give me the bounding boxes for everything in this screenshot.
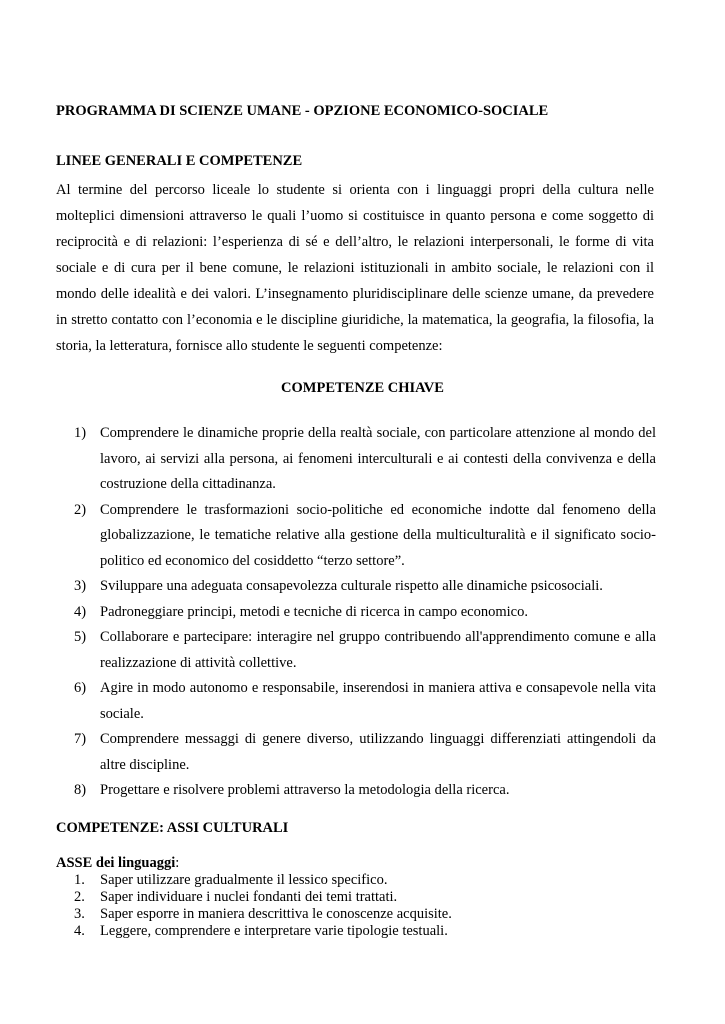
list-item	[74, 600, 656, 626]
list-item-number: 1)	[74, 425, 87, 441]
list-item-number: 1.	[74, 872, 85, 888]
competenze-chiave-list	[74, 421, 656, 804]
list-item-text: Saper utilizzare gradualmente il lessico specifico.	[100, 872, 388, 888]
list-item-text: Sviluppare una adeguata consapevolezza culturale rispetto alle dinamiche psicosociali.	[100, 578, 603, 594]
section-heading-linee: LINEE GENERALI E COMPETENZE	[56, 153, 303, 169]
list-item	[74, 574, 656, 600]
list-item-number: 3.	[74, 906, 85, 922]
list-item	[74, 727, 656, 778]
intro-paragraph: Al termine del percorso liceale lo studente si orienta con i linguaggi propri della cultura nelle molteplici dimensioni attraverso le quali l’uomo si costituisce in quanto persona e come soggetto di reciprocità e di relazioni: l’esperienza di sé e dell’altro, le relazioni interpersonali, le forme di vita sociale e di cura per il bene comune, le relazioni istituzionali in ambito sociale, le relazioni con il mondo delle idealità e dei valori. L’insegnamento pluridisciplinare delle scienze umane, da prevedere in stretto contatto con l’economia e le discipline giuridiche, la matematica, la geografia, la filosofia, la storia, la letteratura, fornisce allo studente le seguenti competenze:	[56, 182, 654, 354]
list-item-number: 4.	[74, 923, 85, 939]
list-item-text: Padroneggiare principi, metodi e tecniche di ricerca in campo economico.	[100, 603, 528, 620]
list-item-number: 6)	[74, 680, 87, 696]
asse-linguaggi-heading	[56, 855, 179, 872]
section-heading-assi: COMPETENZE: ASSI CULTURALI	[56, 820, 289, 836]
asse-linguaggi-list	[74, 872, 452, 940]
list-item-number: 2)	[74, 501, 87, 518]
list-item-number: 4)	[74, 603, 87, 620]
list-item-text: Saper individuare i nuclei fondanti dei temi trattati.	[100, 889, 398, 905]
list-item-text: Agire in modo autonomo e responsabile, inserendosi in maniera attiva e consapevole nella vita sociale.	[100, 680, 656, 722]
list-item-text: Saper esporre in maniera descrittiva le conoscenze acquisite.	[100, 906, 452, 922]
list-item	[74, 923, 452, 940]
list-item	[74, 906, 452, 923]
list-item-text: Leggere, comprendere e interpretare varie tipologie testuali.	[100, 923, 448, 939]
list-item	[74, 498, 656, 575]
list-item	[74, 421, 656, 498]
list-item-number: 8)	[74, 782, 87, 798]
list-item-text: Progettare e risolvere problemi attraverso la metodologia della ricerca.	[100, 782, 510, 798]
page-title: PROGRAMMA DI SCIENZE UMANE - OPZIONE ECONOMICO-SOCIALE	[56, 103, 549, 119]
list-item-number: 2.	[74, 889, 85, 905]
list-item-text: Collaborare e partecipare: interagire nel gruppo contribuendo all'apprendimento comune e alla realizzazione di attività collettive.	[100, 629, 656, 671]
list-item	[74, 889, 452, 906]
list-item-text: Comprendere le trasformazioni socio-politiche ed economiche indotte dal fenomeno della globalizzazione, le tematiche relative alla gestione della multiculturalità e il significato socio-politico ed economico del cosiddetto “terzo settore”.	[100, 501, 656, 569]
list-item-text: Comprendere messaggi di genere diverso, utilizzando linguaggi differenziati attingendoli da altre discipline.	[100, 731, 656, 773]
list-item	[74, 778, 656, 804]
list-item-text: Comprendere le dinamiche proprie della realtà sociale, con particolare attenzione al mondo del lavoro, ai servizi alla persona, ai fenomeni interculturali e ai contesti della convivenza e della costruzione della cittadinanza.	[100, 425, 656, 492]
list-item-number: 3)	[74, 578, 87, 594]
section-heading-chiave: COMPETENZE CHIAVE	[281, 380, 444, 396]
asse-label: ASSE dei linguaggi	[56, 855, 176, 871]
list-item	[74, 676, 656, 727]
list-item	[74, 872, 452, 889]
list-item	[74, 625, 656, 676]
asse-colon: :	[175, 855, 180, 871]
list-item-number: 5)	[74, 629, 87, 645]
list-item-number: 7)	[74, 731, 87, 747]
